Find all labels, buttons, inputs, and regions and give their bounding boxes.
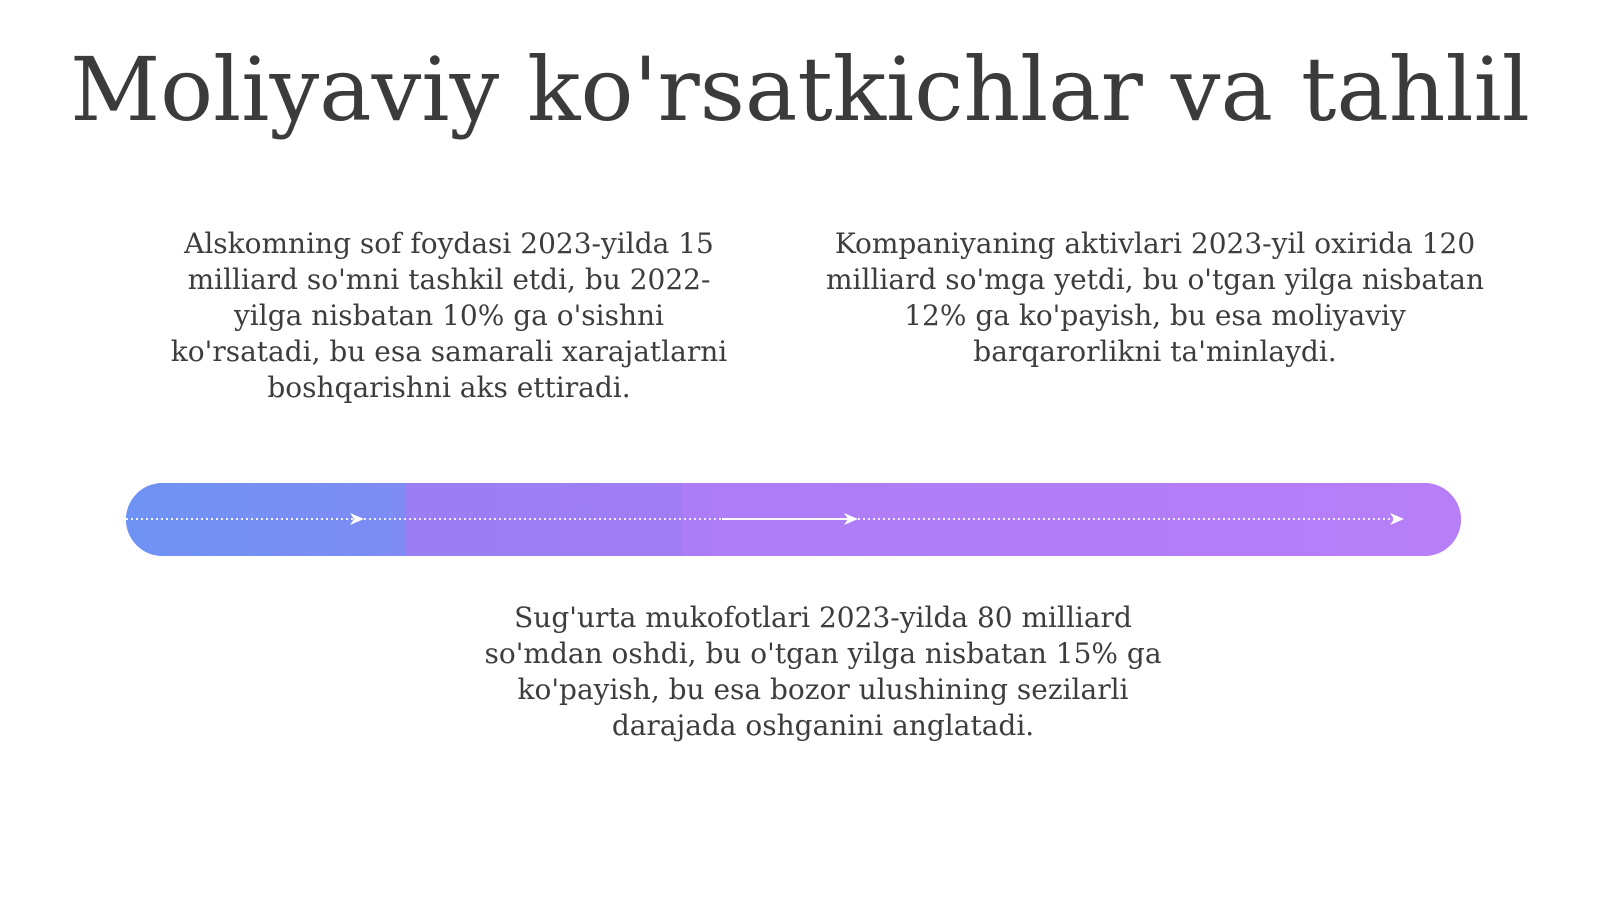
text-block-assets: Kompaniyaning aktivlari 2023-yil oxirida 120 milliard so'mga yetdi, bu o'tgan yilga nisbatan 12% ga ko'payish, bu esa moliyaviy barqarorlikni ta'minlaydi. xyxy=(826,227,1484,368)
timeline-bar xyxy=(126,483,1461,556)
arrow-right-icon xyxy=(1390,513,1404,525)
text-block-premiums: Sug'urta mukofotlari 2023-yilda 80 milliard so'mdan oshdi, bu o'tgan yilga nisbatan 15% ga ko'payish, bu esa bozor ulushining sezilarli darajada oshganini anglatadi. xyxy=(484,601,1162,742)
timeline-arrows xyxy=(126,483,1461,556)
text-block-net-profit: Alskomning sof foydasi 2023-yilda 15 milliard so'mni tashkil etdi, bu 2022-yilga nisbatan 10% ga o'sishni ko'rsatadi, bu esa samarali xarajatlarni boshqarishni aks ettiradi. xyxy=(170,227,728,404)
slide-title: Moliyaviy ko'rsatkichlar va tahlil xyxy=(70,38,1530,141)
